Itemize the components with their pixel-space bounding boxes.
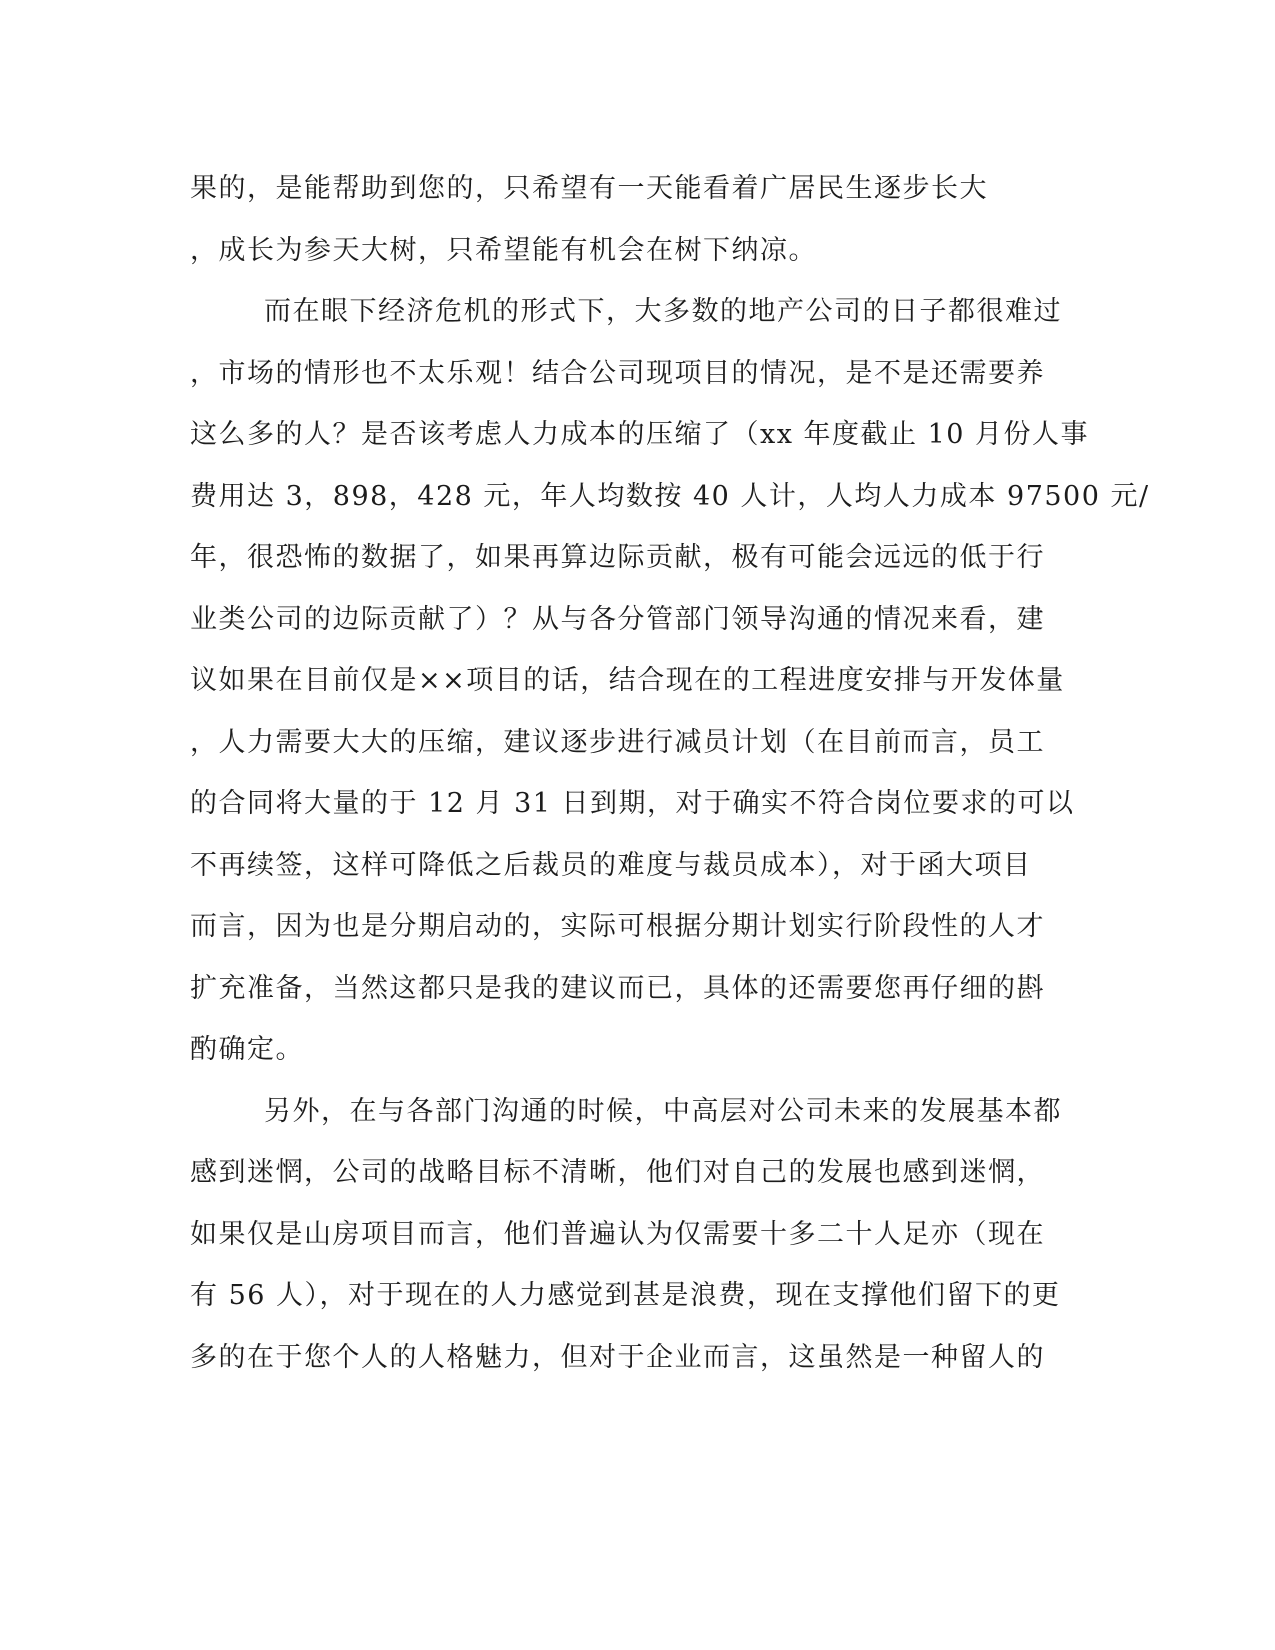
- text-line: 这么多的人？是否该考虑人力成本的压缩了（xx 年度截止 10 月份人事: [190, 419, 1090, 450]
- text-line: 业类公司的边际贡献了）？从与各分管部门领导沟通的情况来看，建: [190, 603, 1045, 635]
- text-line: ，市场的情形也不太乐观！结合公司现项目的情况，是不是还需要养: [190, 357, 1045, 389]
- text-line: 有 56 人），对于现在的人力感觉到甚是浪费，现在支撑他们留下的更: [190, 1280, 1061, 1311]
- document-body: [190, 158, 1150, 1388]
- text-line: 果的，是能帮助到您的，只希望有一天能看着广居民生逐步长大: [190, 173, 988, 204]
- text-line: 而言，因为也是分期启动的，实际可根据分期计划实行阶段性的人才: [190, 911, 1045, 942]
- text-line: 年，很恐怖的数据了，如果再算边际贡献，极有可能会远远的低于行: [190, 542, 1045, 573]
- text-line: 如果仅是山房项目而言，他们普遍认为仅需要十多二十人足亦（现在: [190, 1218, 1045, 1250]
- text-line: 议如果在目前仅是××项目的话，结合现在的工程进度安排与开发体量: [190, 665, 1065, 696]
- text-line: 多的在于您个人的人格魅力，但对于企业而言，这虽然是一种留人的: [190, 1341, 1045, 1373]
- text-line: 不再续签，这样可降低之后裁员的难度与裁员成本），对于函大项目: [190, 849, 1032, 881]
- text-line: 感到迷惘，公司的战略目标不清晰，他们对自己的发展也感到迷惘，: [190, 1157, 1045, 1188]
- text-line: 另外，在与各部门沟通的时候，中高层对公司未来的发展基本都: [264, 1095, 1062, 1127]
- text-line: ，成长为参天大树，只希望能有机会在树下纳凉。: [190, 234, 817, 266]
- text-line: 扩充准备，当然这都只是我的建议而已，具体的还需要您再仔细的斟: [190, 972, 1045, 1004]
- text-line: ，人力需要大大的压缩，建议逐步进行减员计划（在目前而言，员工: [190, 726, 1045, 758]
- text-line: 的合同将大量的于 12 月 31 日到期，对于确实不符合岗位要求的可以: [190, 788, 1075, 819]
- paragraph-3: [190, 1081, 1090, 1389]
- paragraph-2: [190, 281, 1150, 1081]
- text-line: 费用达 3，898，428 元，年人均数按 40 人计，人均人力成本 97500 元/: [190, 480, 1150, 512]
- text-line: 酌确定。: [190, 1034, 304, 1065]
- paragraph-1: [190, 158, 1090, 281]
- text-line: 而在眼下经济危机的形式下，大多数的地产公司的日子都很难过: [264, 296, 1062, 327]
